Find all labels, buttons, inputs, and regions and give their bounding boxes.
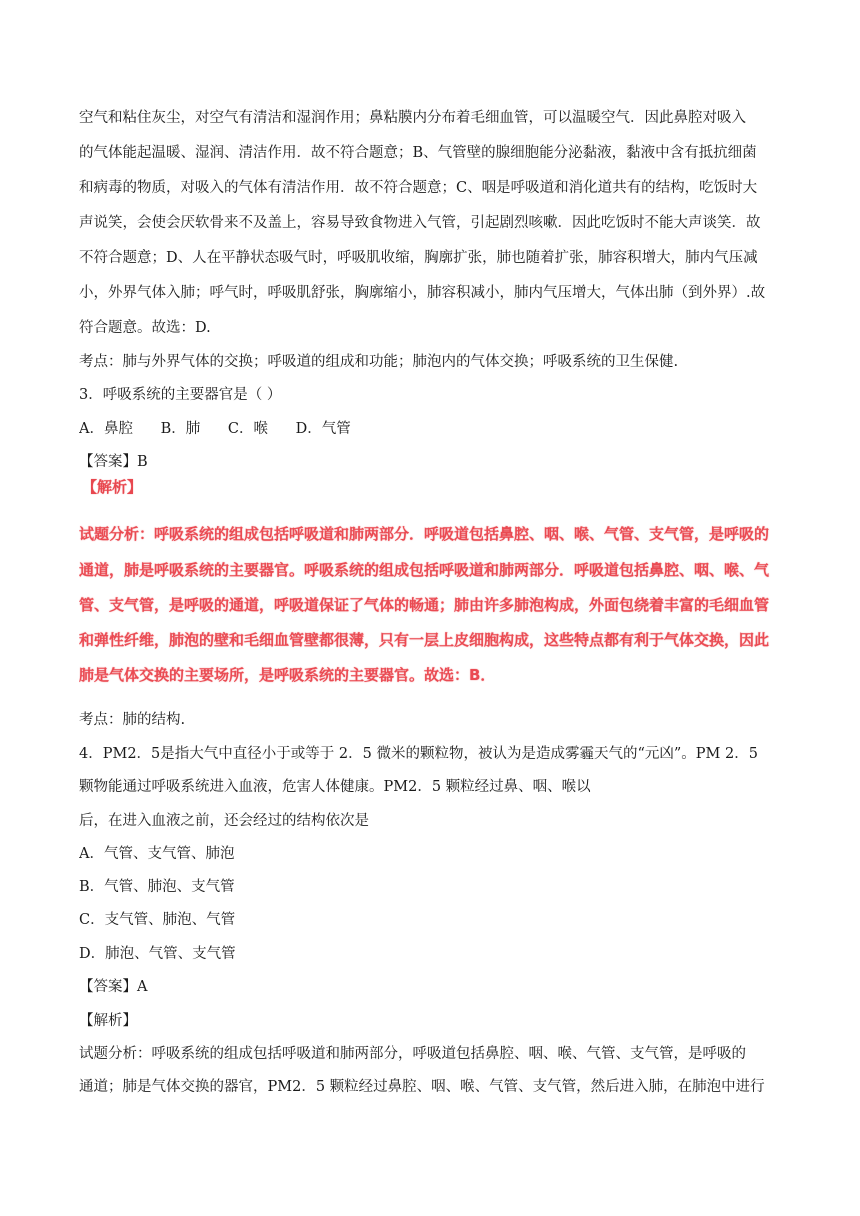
analysis-line: 试题分析：呼吸系统的组成包括呼吸道和肺两部分．呼吸道包括鼻腔、咽、喉、气管、支气管，是呼吸的 xyxy=(79,525,770,543)
question-4-option: A．气管、支气管、肺泡 xyxy=(79,846,235,862)
analysis-header: 【解析】 xyxy=(79,1013,137,1029)
question-4-answer: 【答案】A xyxy=(79,979,148,995)
analysis-line: 通道，肺是呼吸系统的主要器官。呼吸系统的组成包括呼吸道和肺两部分．呼吸道包括鼻腔、咽、喉、气 xyxy=(79,561,770,579)
analysis-line: 通道；肺是气体交换的器官，PM2．5 颗粒经过鼻腔、咽、喉、气管、支气管，然后进入肺，在肺泡中进行 xyxy=(79,1079,765,1095)
analysis-line: 试题分析：呼吸系统的组成包括呼吸道和肺两部分，呼吸道包括鼻腔、咽、喉、气管、支气管，是呼吸的 xyxy=(79,1046,746,1062)
question-3-answer: 【答案】B xyxy=(79,454,148,470)
analysis-header: 【解析】 xyxy=(82,478,143,496)
paragraph-line: 的气体能起温暖、湿润、清洁作用．故不符合题意；B、气管壁的腺细胞能分泌黏液，黏液中含有抵抗细菌 xyxy=(79,145,757,161)
analysis-line: 和弹性纤维，肺泡的壁和毛细血管壁都很薄，只有一层上皮细胞构成，这些特点都有利于气体交换，因此 xyxy=(79,631,770,649)
kaodian-line: 考点：肺与外界气体的交换；呼吸道的组成和功能；肺泡内的气体交换；呼吸系统的卫生保健. xyxy=(79,354,679,370)
paragraph-line: 符合题意。故选：D. xyxy=(79,320,211,336)
question-4-line: 4．PM2．5是指大气中直径小于或等于 2．5 微米的颗粒物，被认为是造成雾霾天气的“元凶”。PM 2．5 xyxy=(79,746,758,762)
paragraph-line: 不符合题意；D、人在平静状态吸气时，呼吸肌收缩，胸廓扩张，肺也随着扩张，肺容积增大，肺内气压减 xyxy=(79,250,758,266)
kaodian-line: 考点：肺的结构. xyxy=(79,712,186,728)
question-3-analysis xyxy=(79,476,799,684)
question-4-line: 颗物能通过呼吸系统进入血液，危害人体健康。PM2．5 颗粒经过鼻、咽、喉以 xyxy=(79,779,591,795)
paragraph-line: 小，外界气体入肺；呼气时，呼吸肌舒张，胸廓缩小，肺容积减小，肺内气压增大，气体出肺（到外界）.故 xyxy=(79,285,766,301)
question-4-line: 后，在进入血液之前，还会经过的结构依次是 xyxy=(79,813,369,829)
question-4-option: B．气管、肺泡、支气管 xyxy=(79,879,235,895)
analysis-line: 管、支气管，是呼吸的通道，呼吸道保证了气体的畅通；肺由许多肺泡构成，外面包绕着丰富的毛细血管 xyxy=(79,596,770,614)
question-3: 3．呼吸系统的主要器官是（ ） xyxy=(79,387,282,403)
paragraph-line: 声说笑，会使会厌软骨来不及盖上，容易导致食物进入气管，引起剧烈咳嗽．因此吃饭时不能大声谈笑．故 xyxy=(79,215,761,231)
question-4-option: D．肺泡、气管、支气管 xyxy=(79,946,236,962)
paragraph-line: 和病毒的物质，对吸入的气体有清洁作用．故不符合题意；C、咽是呼吸道和消化道共有的结构，吃饭时大 xyxy=(79,180,758,196)
question-4-option: C．支气管、肺泡、气管 xyxy=(79,912,236,928)
analysis-line: 肺是气体交换的主要场所，是呼吸系统的主要器官。故选：B． xyxy=(79,666,496,684)
paragraph-line: 空气和粘住灰尘，对空气有清洁和湿润作用；鼻粘膜内分布着毛细血管，可以温暖空气．因此鼻腔对吸入 xyxy=(79,110,746,126)
question-3-options: A．鼻腔 B．肺 C．喉 D．气管 xyxy=(79,421,351,437)
